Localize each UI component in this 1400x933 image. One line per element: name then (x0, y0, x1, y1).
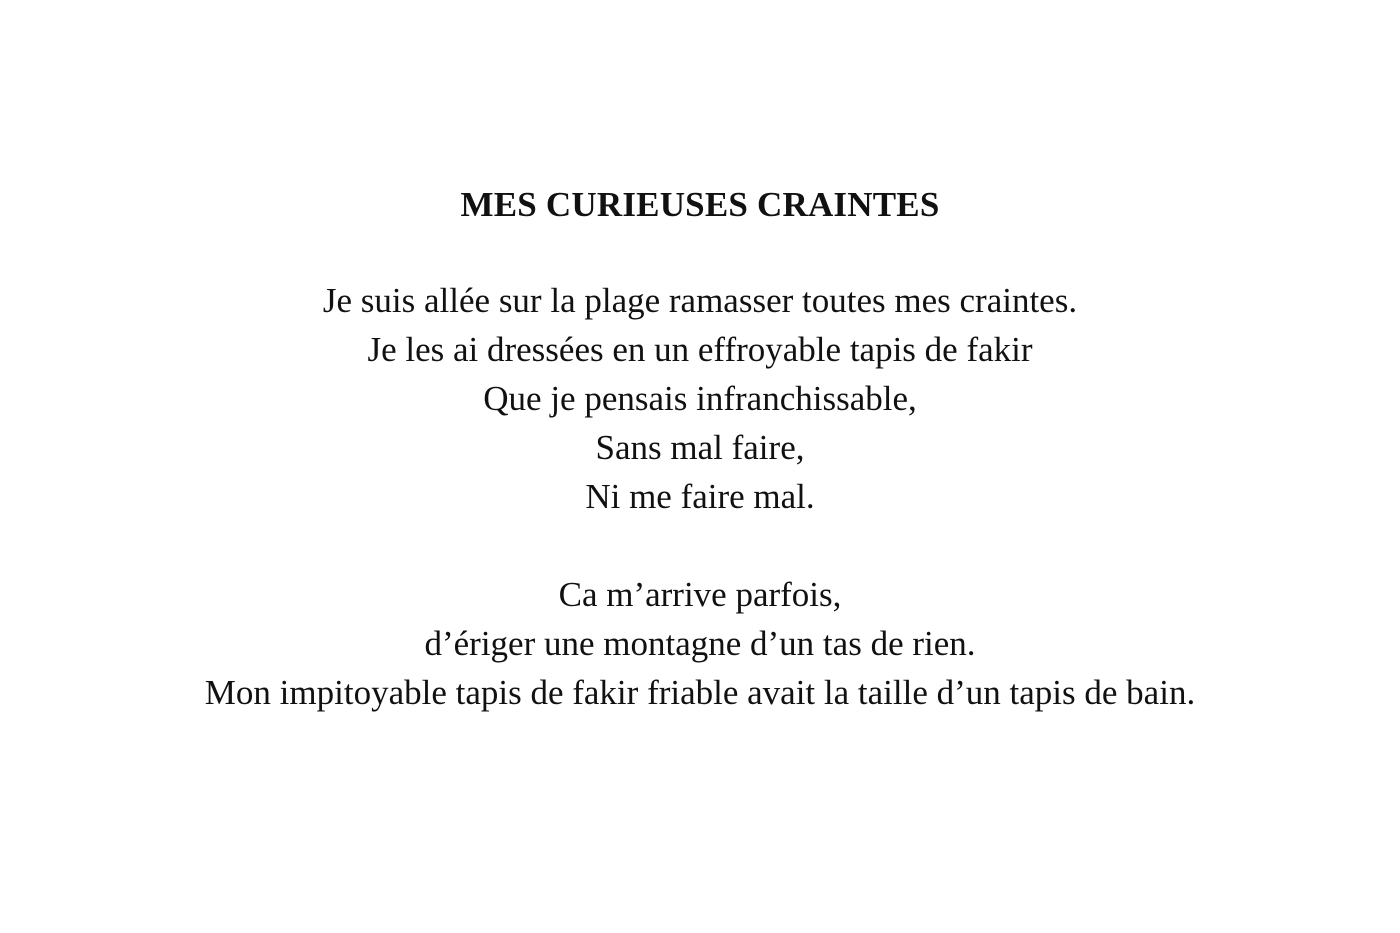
stanza-1 (0, 276, 1400, 521)
poem-line: Je suis allée sur la plage ramasser toutes mes craintes. (322, 281, 1078, 320)
poem-line: Ni me faire mal. (585, 477, 815, 516)
poem-line: d’ériger une montagne d’un tas de rien. (424, 624, 976, 663)
poem-line: Ca m’arrive parfois, (558, 575, 842, 614)
poem-title: MES CURIEUSES CRAINTES (460, 185, 940, 224)
stanza-2 (0, 570, 1400, 717)
poem-line: Mon impitoyable tapis de fakir friable avait la taille d’un tapis de bain. (204, 673, 1196, 712)
poem-line: Sans mal faire, (595, 428, 805, 467)
poem-line: Je les ai dressées en un effroyable tapis de fakir (367, 330, 1033, 369)
poem-line: Que je pensais infranchissable, (483, 379, 917, 418)
